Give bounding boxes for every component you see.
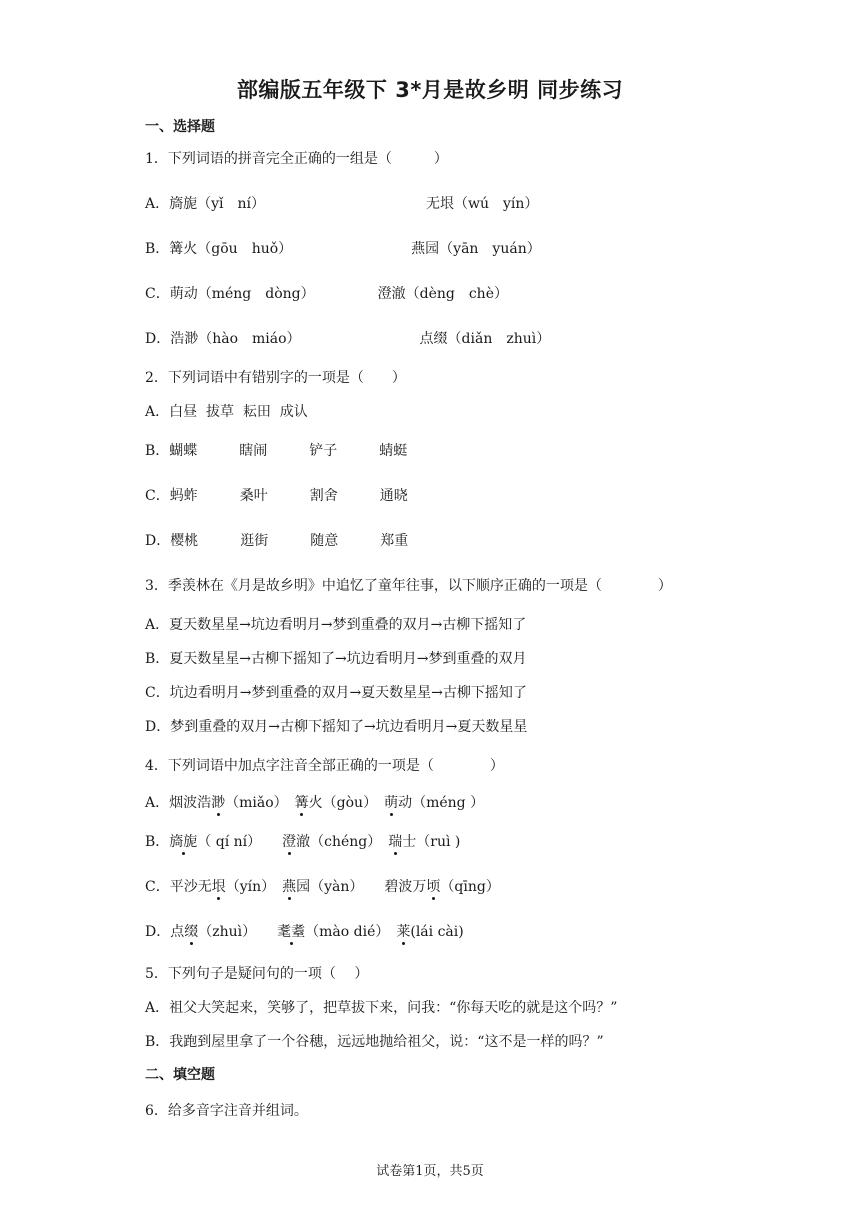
- reading: 士（ruì ): [402, 834, 461, 850]
- section-heading-choice: 一、选择题: [145, 119, 215, 135]
- question-5-option-b: B．我跑到屋里拿了一个谷穗，远远地抛给祖父，说：“这不是一样的吗？”: [145, 1034, 604, 1050]
- question-1-option-a: A．旖旎（yǐ ní） 无垠（wú yín）: [145, 196, 539, 212]
- question-3-stem: 3．季羡林在《月是故乡明》中追忆了童年往事，以下顺序正确的一项是（ ）: [145, 578, 672, 594]
- question-1-option-b: B．篝火（gōu huǒ） 燕园（yān yuán）: [145, 241, 541, 257]
- page-title: 部编版五年级下 3*月是故乡明 同步练习: [236, 78, 624, 102]
- question-2-option-b: B．蝴蝶 瞎闹 铲子 蜻蜓: [145, 443, 408, 459]
- plain-text: 碧波万: [384, 879, 427, 895]
- reading: 火（gòu）: [308, 795, 385, 811]
- dotted-char: 萌: [384, 792, 398, 812]
- question-1-option-d: D．浩渺（hào miáo） 点缀（diǎn zhuì）: [145, 331, 551, 347]
- question-6-stem: 6．给多音字注音并组词。: [145, 1103, 308, 1119]
- question-3-option-c: C．坑边看明月→梦到重叠的双月→夏天数星星→古柳下摇知了: [145, 685, 527, 701]
- dotted-char: 澄: [282, 831, 296, 851]
- reading: （miǎo）: [225, 795, 295, 811]
- question-4-option-b: [145, 831, 460, 851]
- reading: （yín）: [225, 879, 283, 895]
- reading: （ qí ní）: [197, 834, 283, 850]
- question-1-stem: 1．下列词语的拼音完全正确的一组是（ ）: [145, 151, 448, 167]
- dotted-char: 瑞: [388, 831, 402, 851]
- question-2-stem: 2．下列词语中有错别字的一项是（ ）: [145, 370, 406, 386]
- reading: （qīng）: [440, 879, 500, 895]
- question-3-option-d: D．梦到重叠的双月→古柳下摇知了→坑边看明月→夏天数星星: [145, 719, 528, 735]
- dotted-char: 旖旎: [169, 831, 197, 851]
- dotted-char: 莱: [396, 921, 410, 941]
- reading: 园（yàn）: [296, 879, 385, 895]
- question-2-option-d: D．樱桃 逛街 随意 郑重: [145, 533, 409, 549]
- question-4-option-d: [145, 921, 464, 941]
- option-label: D．点: [145, 924, 185, 940]
- option-label: C．平沙无: [145, 879, 212, 895]
- section-heading-fill: 二、填空题: [145, 1067, 215, 1083]
- question-4-stem: 4．下列词语中加点字注音全部正确的一项是（ ）: [145, 758, 504, 774]
- question-4-option-c: [145, 876, 500, 896]
- dotted-char: 篝: [295, 792, 309, 812]
- reading: 澈（chéng）: [296, 834, 389, 850]
- dotted-char: 顷: [426, 876, 440, 896]
- question-3-option-b: B．夏天数星星→古柳下摇知了→坑边看明月→梦到重叠的双月: [145, 651, 527, 667]
- dotted-char: 耄耋: [277, 921, 305, 941]
- option-label: B．: [145, 834, 170, 850]
- reading: （zhuì）: [198, 924, 278, 940]
- question-2-option-c: C．蚂蚱 桑叶 割舍 通晓: [145, 488, 408, 504]
- question-2-option-a: A．白昼 拔草 耘田 成认: [145, 404, 308, 420]
- reading: (lái cài): [410, 924, 464, 940]
- dotted-char: 燕: [282, 876, 296, 896]
- question-5-option-a: A．祖父大笑起来，笑够了，把草拔下来，问我：“你每天吃的就是这个吗？”: [145, 1000, 618, 1016]
- question-3-option-a: A．夏天数星星→坑边看明月→梦到重叠的双月→古柳下摇知了: [145, 617, 527, 633]
- option-label: A．烟波浩: [145, 795, 212, 811]
- question-4-option-a: [145, 792, 484, 812]
- question-5-stem: 5．下列句子是疑问句的一项（ ）: [145, 966, 369, 982]
- reading: （mào dié）: [305, 924, 397, 940]
- dotted-char: 垠: [212, 876, 226, 896]
- dotted-char: 渺: [211, 792, 225, 812]
- dotted-char: 缀: [184, 921, 198, 941]
- reading: 动（méng ）: [398, 795, 485, 811]
- page-footer: 试卷第1页，共5页: [376, 1164, 484, 1179]
- question-1-option-c: C．萌动（méng dòng） 澄澈（dèng chè）: [145, 286, 508, 302]
